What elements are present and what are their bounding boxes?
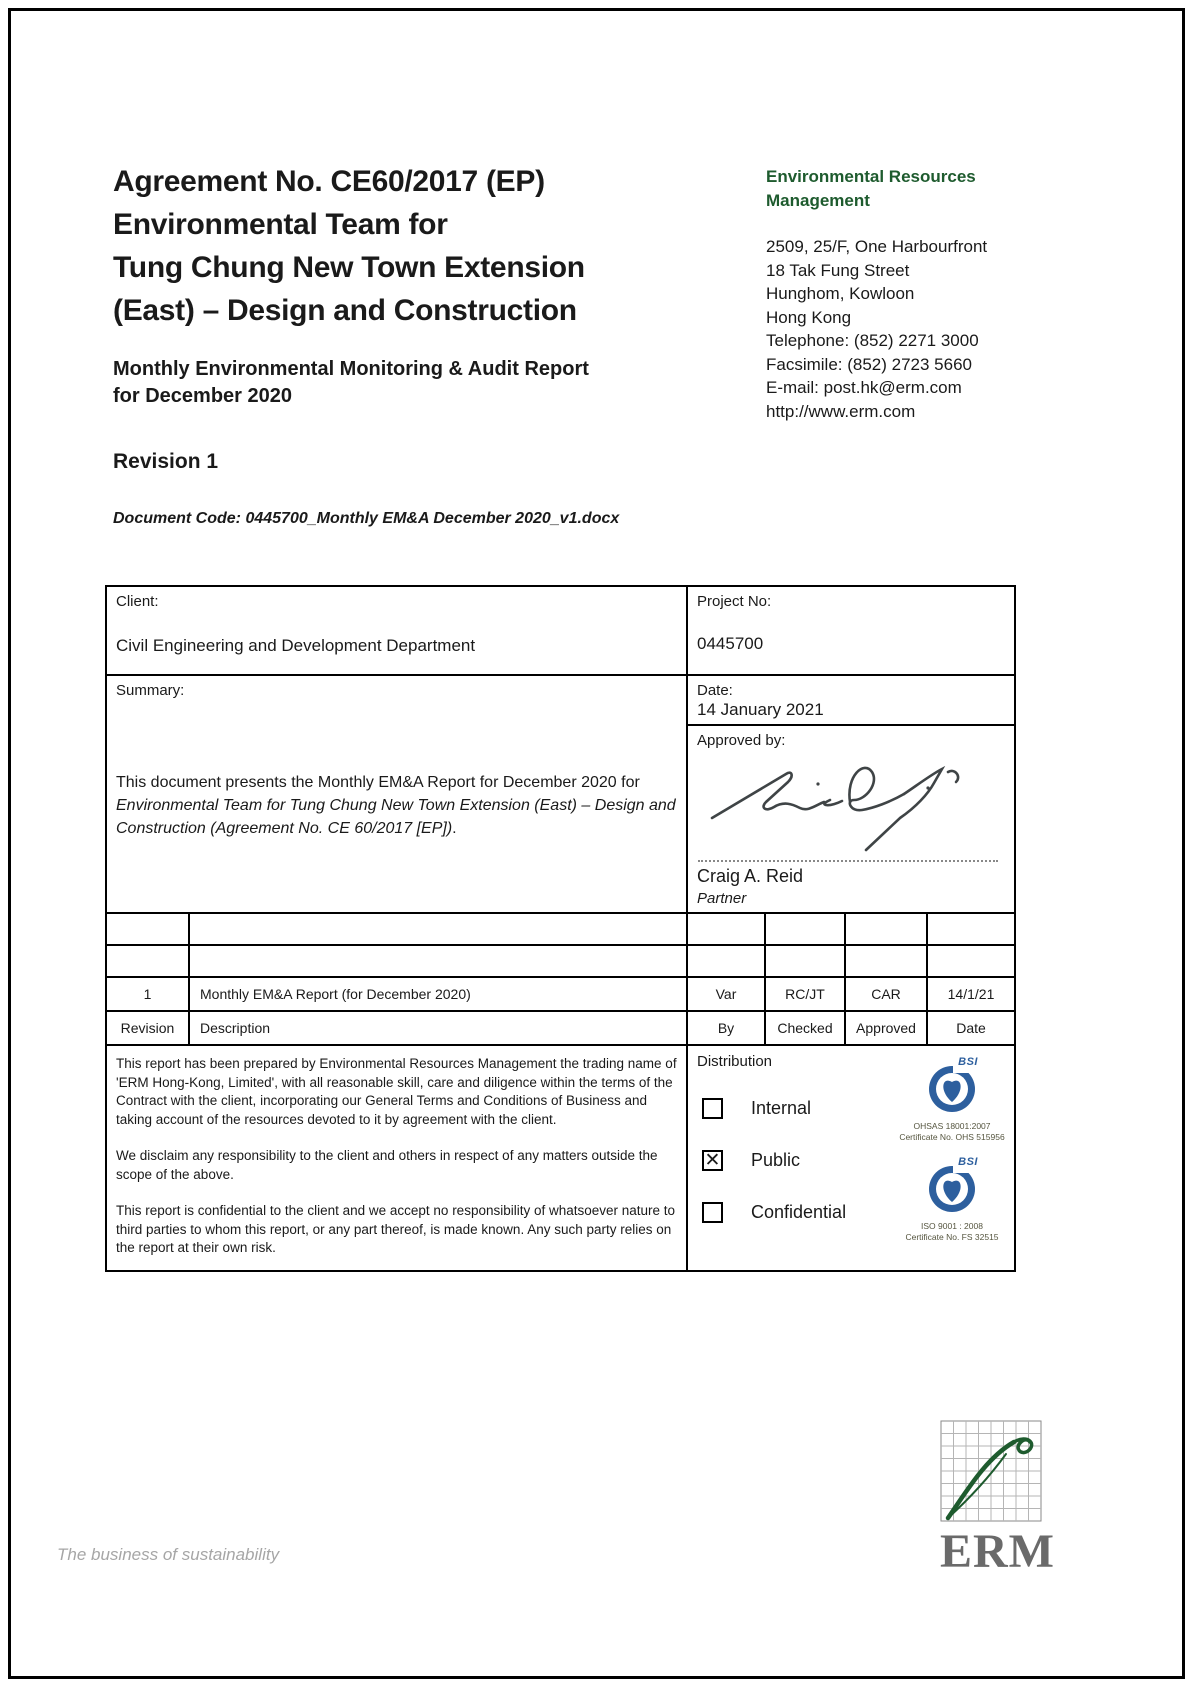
signature-image [700, 752, 990, 860]
checkbox-confidential [702, 1202, 723, 1223]
title-line: (East) – Design and Construction [113, 294, 577, 327]
revision-number-cell: 1 [105, 976, 190, 1012]
telephone-line: Telephone: (852) 2271 3000 [766, 331, 979, 350]
company-name [766, 165, 1026, 212]
checkbox-label: Public [751, 1150, 801, 1170]
revision-row-cell [686, 912, 766, 946]
project-no-label: Project No: [697, 593, 772, 610]
approver-title: Partner [697, 890, 747, 907]
revision-row-cell [926, 912, 1016, 946]
revision-row-cell [764, 912, 846, 946]
erm-wordmark: ERM [940, 1525, 1055, 1578]
address-line: 2509, 25/F, One Harbourfront [766, 237, 988, 256]
revision-by-cell: Var [686, 976, 766, 1012]
summary-cell [105, 674, 688, 916]
revision-checked-cell: RC/JT [764, 976, 846, 1012]
checkbox-internal [702, 1098, 723, 1119]
approver-name: Craig A. Reid [697, 866, 804, 886]
disclaimer-paragraph: This report is confidential to the client and we accept no responsibility of whatsoever nature to third parties to whom this report, or any part thereof, is made known. Any such party relies on the report at their own risk. [116, 1203, 676, 1255]
approved-by-label: Approved by: [697, 732, 786, 749]
company-address [766, 235, 1026, 423]
revision-row-cell [188, 944, 688, 978]
company-tagline: The business of sustainability [57, 1545, 280, 1564]
title-line: Agreement No. CE60/2017 (EP) [113, 165, 545, 198]
bsi-kitemark-icon [923, 1158, 981, 1216]
document-code: Document Code: 0445700_Monthly EM&A December 2020_v1.docx [113, 510, 620, 527]
distribution-option-public [702, 1150, 800, 1171]
date-value: 14 January 2021 [697, 700, 824, 719]
bsi-wordmark: BSI [958, 1156, 978, 1168]
subtitle-line: for December 2020 [113, 385, 292, 407]
website-line: http://www.erm.com [766, 401, 916, 421]
revision-header-by: By [686, 1010, 766, 1046]
revision-row-cell [764, 944, 846, 978]
certificate-number: Certificate No. FS 32515 [905, 1232, 999, 1242]
checkbox-public: ✕ [702, 1150, 723, 1171]
page-title [113, 160, 585, 332]
facsimile-line: Facsimile: (852) 2723 5660 [766, 354, 973, 374]
revision-row-cell [844, 944, 928, 978]
distribution-option-confidential [702, 1202, 846, 1223]
revision-description-cell: Monthly EM&A Report (for December 2020) [188, 976, 688, 1012]
checkbox-label: Confidential [751, 1202, 847, 1222]
summary-end: . [452, 820, 457, 837]
date-label: Date: [697, 682, 733, 699]
approved-by-cell [686, 724, 1016, 916]
distribution-label: Distribution [697, 1053, 773, 1070]
distribution-option-internal [702, 1098, 811, 1119]
subtitle-line: Monthly Environmental Monitoring & Audit Report [113, 358, 589, 380]
disclaimer-paragraph: We disclaim any responsibility to the client and others in respect of any matters outside the scope of the above. [116, 1148, 658, 1182]
summary-plain: This document presents the Monthly EM&A Report for December 2020 for [116, 774, 640, 791]
revision-row-cell [105, 912, 190, 946]
revision-row-cell [188, 912, 688, 946]
client-label: Client: [116, 593, 159, 610]
address-line: Hunghom, Kowloon [766, 284, 915, 303]
revision-header-date: Date [926, 1010, 1016, 1046]
revision-approved-cell: CAR [844, 976, 928, 1012]
signature-line [698, 860, 998, 862]
revision-header-approved: Approved [844, 1010, 928, 1046]
project-no-value: 0445700 [697, 634, 764, 653]
checkbox-label: Internal [751, 1098, 812, 1118]
revision-row-cell [686, 944, 766, 978]
date-cell [686, 674, 1016, 726]
erm-logo [940, 1420, 1055, 1578]
revision-date-cell: 14/1/21 [926, 976, 1016, 1012]
certification-standard: ISO 9001 : 2008 [921, 1221, 983, 1231]
title-line: Environmental Team for [113, 208, 448, 241]
bsi-certification-iso [894, 1158, 1010, 1243]
revision-row-cell [105, 944, 190, 978]
company-address-block [766, 165, 1026, 423]
bsi-wordmark: BSI [958, 1056, 978, 1068]
revision-header-description: Description [188, 1010, 688, 1046]
certificate-number: Certificate No. OHS 515956 [899, 1132, 1005, 1142]
company-name-line: Management [766, 190, 870, 210]
summary-italic: Environmental Team for Tung Chung New Town Extension (East) – Design and Construction (Agreement No. CE 60/2017 [EP]) [116, 797, 676, 837]
revision-header-checked: Checked [764, 1010, 846, 1046]
title-line: Tung Chung New Town Extension [113, 251, 585, 284]
disclaimer-paragraph: This report has been prepared by Environmental Resources Management the trading name of 'ERM Hong-Kong, Limited', with all reasonable skill, care and diligence within the terms of the Contract with the client, incorporating our General Terms and Conditions of Business and taking account of the resources devoted to it by agreement with the client. [116, 1056, 677, 1127]
address-line: Hong Kong [766, 307, 852, 327]
address-line: 18 Tak Fung Street [766, 260, 910, 280]
company-name-line: Environmental Resources [766, 167, 976, 186]
revision-row-cell [926, 944, 1016, 978]
distribution-cell [686, 1044, 1016, 1272]
summary-label: Summary: [116, 682, 185, 699]
summary-text [116, 771, 677, 840]
bsi-kitemark-icon [923, 1058, 981, 1116]
client-value: Civil Engineering and Development Department [116, 636, 476, 655]
email-line: E-mail: post.hk@erm.com [766, 378, 962, 397]
report-subtitle [113, 356, 589, 410]
bsi-certification-ohsas [894, 1058, 1010, 1143]
revision-row-cell [844, 912, 928, 946]
certification-standard: OHSAS 18001:2007 [913, 1121, 991, 1131]
disclaimer-cell [105, 1044, 688, 1272]
revision-header-revision: Revision [105, 1010, 190, 1046]
revision-heading: Revision 1 [113, 450, 219, 473]
erm-grid-fern-icon [940, 1420, 1042, 1522]
client-cell [105, 585, 688, 676]
project-no-cell [686, 585, 1016, 676]
